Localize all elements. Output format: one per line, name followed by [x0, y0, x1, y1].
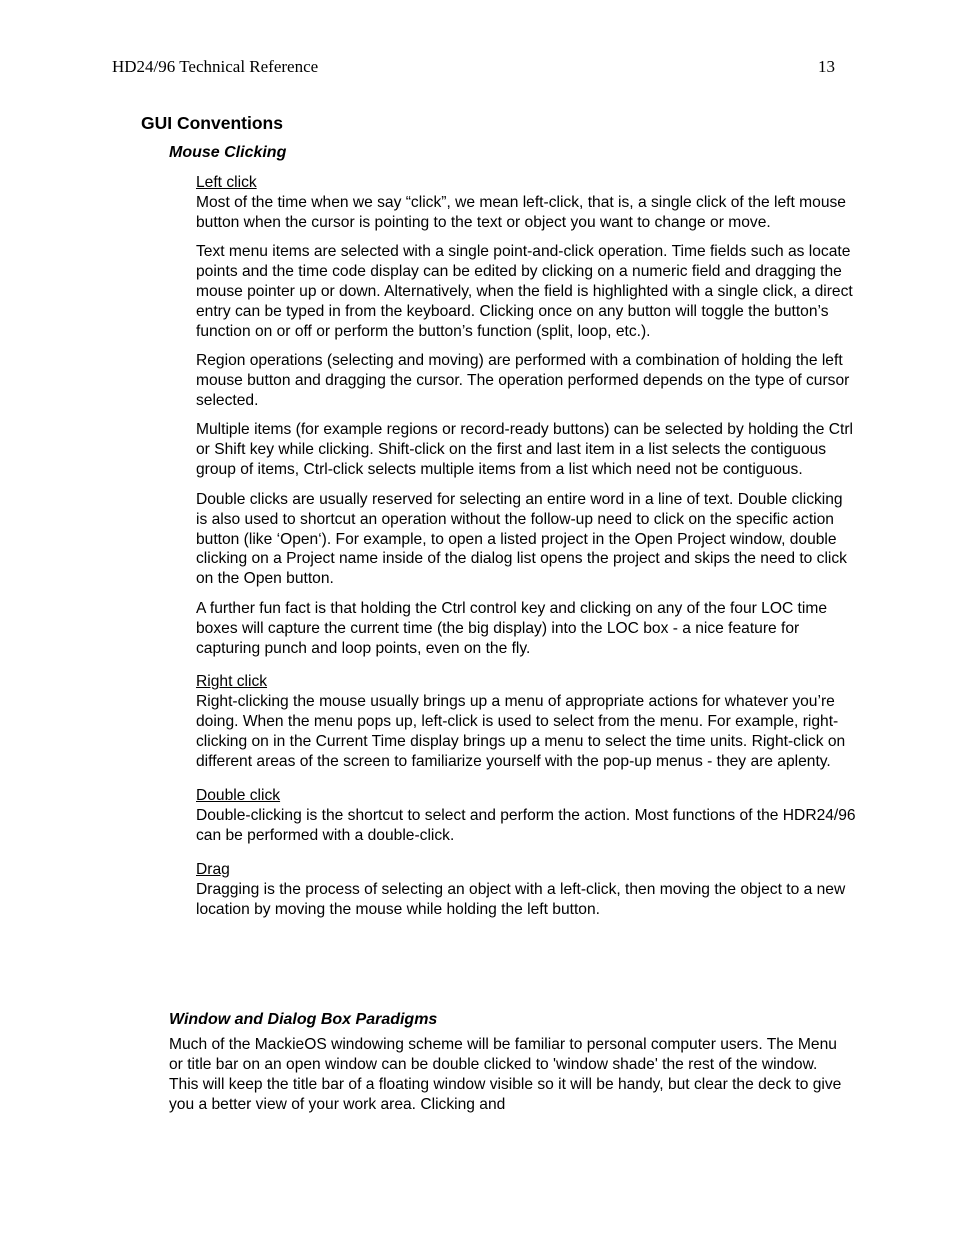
subsection-title-mouse-clicking: Mouse Clicking	[169, 144, 287, 161]
right-click-heading: Right click	[196, 673, 268, 691]
left-click-paragraph-1: Most of the time when we say “click”, we mean left-click, that is, a single click of the left mouse button when the cursor is pointing to the text or object you want to change or move.	[196, 193, 846, 231]
subsection-title-window-dialog: Window and Dialog Box Paradigms	[169, 1011, 438, 1028]
double-click-heading: Double click	[196, 786, 281, 804]
drag-paragraph: Dragging is the process of selecting an object with a left-click, then moving the object to a new location by moving the mouse while holding the left button.	[196, 880, 846, 918]
document-title: HD24/96 Technical Reference	[112, 57, 319, 76]
left-click-paragraph-4: Multiple items (for example regions or record-ready buttons) can be selected by holding the Ctrl or Shift key while clicking. Shift-click on the first and last item in a list selects the contiguous group of items, Ctrl-click selects multiple items from a list which need not be contiguous.	[196, 421, 853, 479]
window-dialog-paragraph: Much of the MackieOS windowing scheme will be familiar to personal computer users. The Menu or title bar on an open window can be double clicked to 'window shade' the rest of the window. This will keep the title bar of a floating window visible so it will be handy, but clear the deck to give you a better view of your work area. Clicking and	[169, 1036, 842, 1113]
left-click-heading: Left click	[196, 174, 257, 191]
drag-heading: Drag	[196, 860, 230, 878]
page-number: 13	[818, 57, 835, 76]
mouse-clicking-content	[196, 173, 856, 929]
left-click-paragraph-3: Region operations (selecting and moving) are performed with a combination of holding the left mouse button and dragging the cursor. The operation performed depends on the type of cursor selected.	[196, 352, 850, 410]
left-click-paragraph-5: Double clicks are usually reserved for selecting an entire word in a line of text. Double clicking is also used to shortcut an operation without the follow-up need to click on the specific action button (like ‘Open‘). For example, to open a listed project in the Open Project window, double clicking on a Project name inside of the dialog list opens the project and skips the need to click on the Open button.	[196, 490, 847, 588]
right-click-paragraph: Right-clicking the mouse usually brings up a menu of appropriate actions for whatever you’re doing. When the menu pops up, left-click is used to select from the menu. For example, right-clicking on in the Current Time display brings up a menu to select the time units. Right-click on different areas of the screen to familiarize yourself with the pop-up menus - they are aplenty.	[196, 693, 846, 771]
section-title-gui-conventions: GUI Conventions	[141, 113, 283, 133]
left-click-paragraph-2: Text menu items are selected with a single point-and-click operation. Time fields such as locate points and the time code display can be edited by clicking on a numeric field and dragging the mouse pointer up or down. Alternatively, when the field is highlighted with a single click, a direct entry can be typed in from the keyboard. Clicking once on any button will toggle the button’s function on or off or perform the button’s function (split, loop, etc.).	[196, 243, 853, 340]
double-click-paragraph: Double-clicking is the shortcut to select and perform the action. Most functions of the HDR24/96 can be performed with a double-click.	[196, 806, 856, 844]
left-click-paragraph-6: A further fun fact is that holding the Ctrl control key and clicking on any of the four LOC time boxes will capture the current time (the big display) into the LOC box - a nice feature for capturing punch and loop points, even on the fly.	[196, 599, 828, 657]
